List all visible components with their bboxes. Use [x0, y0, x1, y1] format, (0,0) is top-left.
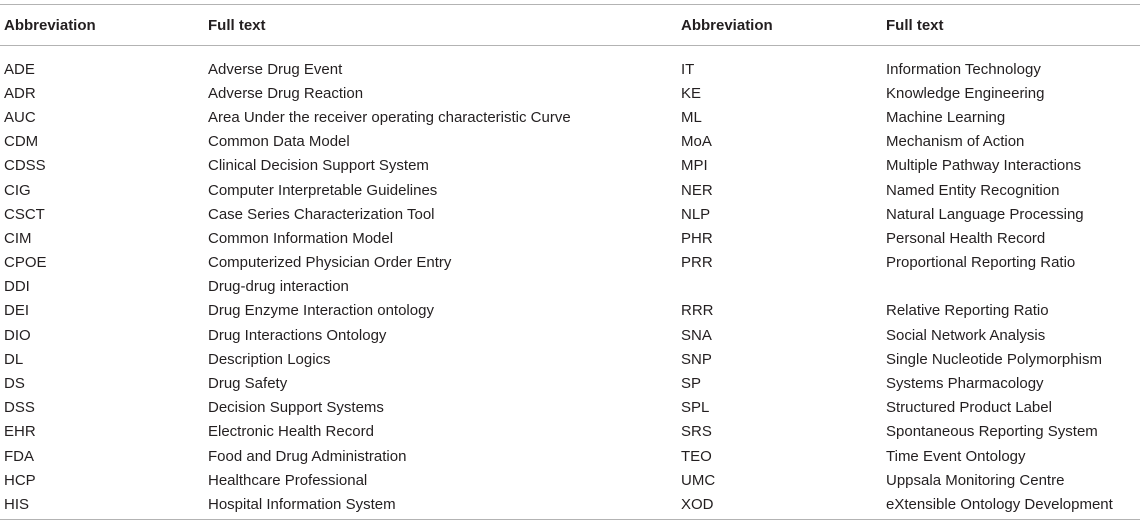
abbreviation-cell: RRR — [681, 302, 714, 320]
abbreviation-cell: EHR — [4, 423, 36, 441]
abbreviation-cell: DEI — [4, 302, 30, 320]
abbreviation-cell: SRS — [681, 423, 712, 441]
abbreviation-cell: CDSS — [4, 157, 46, 175]
header-full-text-2: Full text — [886, 16, 944, 34]
abbreviation-cell: NLP — [681, 205, 711, 223]
full-text-cell: Drug Interactions Ontology — [208, 326, 387, 344]
header-abbreviation-2: Abbreviation — [681, 16, 773, 34]
abbreviation-cell: ML — [681, 108, 702, 126]
bottom-rule — [0, 519, 1140, 520]
full-text-cell: Computer Interpretable Guidelines — [208, 181, 438, 199]
table-row — [0, 275, 1140, 299]
full-text-cell: Electronic Health Record — [208, 423, 374, 441]
abbreviation-cell: AUC — [4, 108, 36, 126]
full-text-cell: Information Technology — [886, 60, 1041, 78]
table-row — [0, 226, 1140, 250]
table-row — [0, 323, 1140, 347]
full-text-cell: Common Information Model — [208, 229, 394, 247]
abbreviation-cell: SNA — [681, 326, 712, 344]
header-full-text-1: Full text — [208, 16, 266, 34]
abbreviation-cell: CSCT — [4, 205, 45, 223]
abbreviation-cell: XOD — [681, 495, 714, 513]
full-text-cell: eXtensible Ontology Development — [886, 495, 1113, 513]
full-text-cell: Common Data Model — [208, 133, 350, 151]
full-text-cell: Systems Pharmacology — [886, 375, 1044, 393]
abbreviation-cell: DSS — [4, 399, 35, 417]
abbreviation-cell: PRR — [681, 254, 713, 272]
full-text-cell: Proportional Reporting Ratio — [886, 254, 1076, 272]
abbreviation-cell: SP — [681, 375, 702, 393]
full-text-cell: Relative Reporting Ratio — [886, 302, 1049, 320]
table-row — [0, 468, 1140, 492]
table-row — [0, 178, 1140, 202]
abbreviation-cell: CDM — [4, 133, 39, 151]
full-text-cell: Adverse Drug Reaction — [208, 84, 364, 102]
full-text-cell: Social Network Analysis — [886, 326, 1046, 344]
table-row — [0, 81, 1140, 105]
full-text-cell: Decision Support Systems — [208, 399, 384, 417]
full-text-cell: Mechanism of Action — [886, 133, 1025, 151]
table-row — [0, 57, 1140, 81]
table-row — [0, 347, 1140, 371]
abbreviation-cell: MoA — [681, 133, 712, 151]
abbreviation-cell: KE — [681, 84, 702, 102]
abbreviation-cell: SPL — [681, 399, 710, 417]
table-row — [0, 299, 1140, 323]
full-text-cell: Natural Language Processing — [886, 205, 1084, 223]
full-text-cell: Named Entity Recognition — [886, 181, 1060, 199]
full-text-cell: Knowledge Engineering — [886, 84, 1045, 102]
full-text-cell: Computerized Physician Order Entry — [208, 254, 452, 272]
abbreviation-cell: TEO — [681, 447, 712, 465]
abbreviation-cell: UMC — [681, 471, 716, 489]
abbreviation-cell: DDI — [4, 278, 30, 296]
abbreviation-cell: DIO — [4, 326, 31, 344]
full-text-cell: Case Series Characterization Tool — [208, 205, 435, 223]
full-text-cell: Drug Safety — [208, 375, 288, 393]
abbreviation-cell: CIG — [4, 181, 31, 199]
table-row — [0, 130, 1140, 154]
abbreviation-cell: DL — [4, 350, 24, 368]
table-header-row — [0, 5, 1140, 45]
abbreviation-cell: ADE — [4, 60, 35, 78]
full-text-cell: Uppsala Monitoring Centre — [886, 471, 1065, 489]
abbreviation-cell: FDA — [4, 447, 34, 465]
table-row — [0, 105, 1140, 129]
full-text-cell: Healthcare Professional — [208, 471, 368, 489]
full-text-cell: Time Event Ontology — [886, 447, 1026, 465]
full-text-cell: Drug-drug interaction — [208, 278, 349, 296]
abbreviation-cell: SNP — [681, 350, 712, 368]
table-row — [0, 396, 1140, 420]
table-row — [0, 251, 1140, 275]
abbreviation-cell: PHR — [681, 229, 713, 247]
table-row — [0, 202, 1140, 226]
abbreviation-cell: CIM — [4, 229, 32, 247]
abbreviation-cell: HIS — [4, 495, 30, 513]
abbreviation-cell: HCP — [4, 471, 36, 489]
table-body — [0, 46, 1140, 519]
full-text-cell: Drug Enzyme Interaction ontology — [208, 302, 434, 320]
full-text-cell: Spontaneous Reporting System — [886, 423, 1098, 441]
abbreviation-cell: NER — [681, 181, 713, 199]
table-row — [0, 492, 1140, 516]
full-text-cell: Clinical Decision Support System — [208, 157, 429, 175]
abbreviation-cell: IT — [681, 60, 695, 78]
full-text-cell: Description Logics — [208, 350, 331, 368]
full-text-cell: Food and Drug Administration — [208, 447, 407, 465]
full-text-cell: Area Under the receiver operating characteristic Curve — [208, 108, 571, 126]
abbreviation-cell: ADR — [4, 84, 36, 102]
table-row — [0, 154, 1140, 178]
full-text-cell: Structured Product Label — [886, 399, 1052, 417]
full-text-cell: Adverse Drug Event — [208, 60, 343, 78]
full-text-cell: Single Nucleotide Polymorphism — [886, 350, 1102, 368]
full-text-cell: Hospital Information System — [208, 495, 396, 513]
full-text-cell: Multiple Pathway Interactions — [886, 157, 1082, 175]
header-abbreviation-1: Abbreviation — [4, 16, 96, 34]
full-text-cell: Personal Health Record — [886, 229, 1046, 247]
abbreviation-cell: MPI — [681, 157, 708, 175]
abbreviation-cell: CPOE — [4, 254, 47, 272]
table-row — [0, 420, 1140, 444]
table-row — [0, 371, 1140, 395]
full-text-cell: Machine Learning — [886, 108, 1006, 126]
table-row — [0, 444, 1140, 468]
abbreviations-table — [0, 4, 1140, 520]
abbreviation-cell: DS — [4, 375, 25, 393]
